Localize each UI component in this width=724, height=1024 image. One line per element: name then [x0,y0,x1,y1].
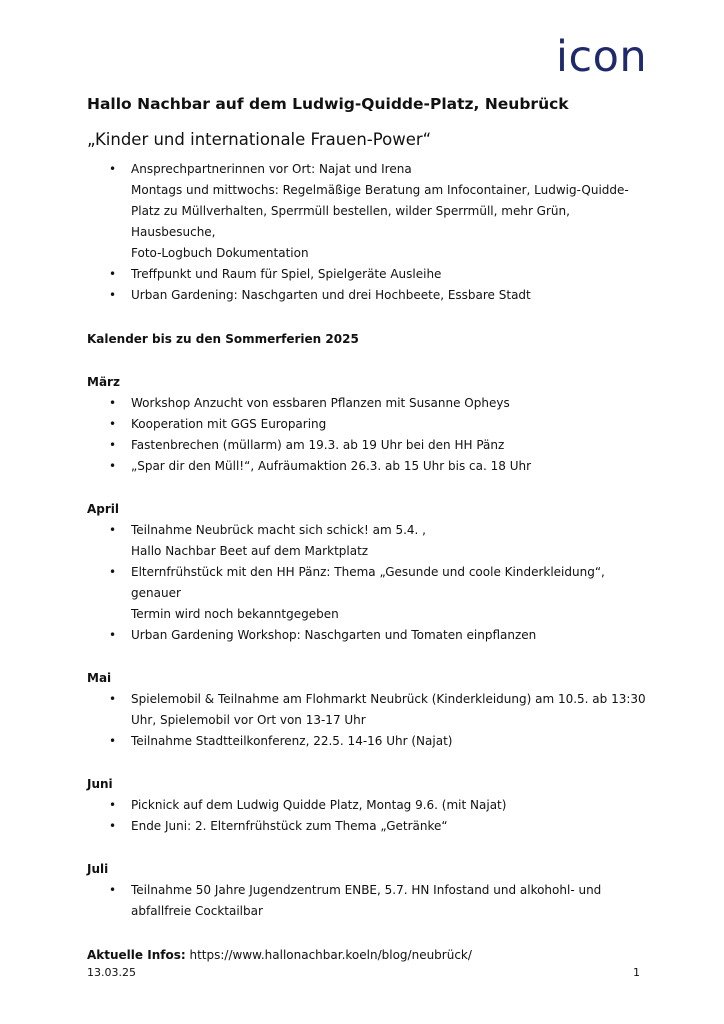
list-item [87,795,647,816]
list-item [87,285,647,306]
bullet-icon: • [109,692,117,706]
list-item-text: Hallo Nachbar Beet auf dem Marktplatz [131,544,369,558]
list-item-text: Urban Gardening Workshop: Naschgarten und Tomaten einpflanzen [131,628,537,642]
month-event-list [87,795,647,837]
page-title: Hallo Nachbar auf dem Ludwig-Quidde-Platz, Neubrück [87,95,569,113]
list-item [87,264,647,285]
bullet-icon: • [109,798,117,812]
bullet-icon: • [109,819,117,833]
month-event-list [87,689,647,752]
list-item-text: abfallfreie Cocktailbar [131,904,263,918]
list-item [87,562,647,625]
month-heading: März [87,375,120,389]
footer-date: 13.03.25 [87,966,136,979]
list-item-text: Teilnahme Neubrück macht sich schick! am 5.4. , [131,523,426,537]
bullet-icon: • [109,565,117,579]
bullet-icon: • [109,267,117,281]
bullet-icon: • [109,288,117,302]
bullet-icon: • [109,459,117,473]
bullet-icon: • [109,734,117,748]
list-item-text: Workshop Anzucht von essbaren Pflanzen mit Susanne Opheys [131,396,510,410]
list-item-text: Treffpunkt und Raum für Spiel, Spielgeräte Ausleihe [131,267,442,281]
list-item-text: Uhr, Spielemobil vor Ort von 13-17 Uhr [131,713,366,727]
month-event-list [87,880,647,922]
list-item-text: Ansprechpartnerinnen vor Ort: Najat und Irena [131,162,412,176]
month-heading: Juni [87,777,113,791]
list-item-text: Spielemobil & Teilnahme am Flohmarkt Neubrück (Kinderkleidung) am 10.5. ab 13:30 [131,692,646,706]
current-infos [87,945,647,966]
list-item-text: Picknick auf dem Ludwig Quidde Platz, Montag 9.6. (mit Najat) [131,798,507,812]
list-item [87,731,647,752]
list-item-text: Montags und mittwochs: Regelmäßige Beratung am Infocontainer, Ludwig-Quidde- [131,183,629,197]
list-item-text: Ende Juni: 2. Elternfrühstück zum Thema „Getränke“ [131,819,448,833]
month-heading: Juli [87,862,109,876]
calendar-months [87,372,647,922]
list-item-text: Platz zu Müllverhalten, Sperrmüll bestellen, wilder Sperrmüll, mehr Grün, Hausbesuche, [131,204,570,239]
list-item [87,689,647,731]
list-item [87,393,647,414]
list-item-text: Urban Gardening: Naschgarten und drei Hochbeete, Essbare Stadt [131,288,531,302]
list-item-text: Termin wird noch bekanntgegeben [131,607,339,621]
list-item-text: „Spar dir den Müll!“, Aufräumaktion 26.3. ab 15 Uhr bis ca. 18 Uhr [131,459,532,473]
list-item-text: Elternfrühstück mit den HH Pänz: Thema „Gesunde und coole Kinderkleidung“, genauer [131,565,605,600]
list-item [87,816,647,837]
list-item [87,520,647,562]
company-logo: icon [556,32,648,82]
list-item-text: Teilnahme 50 Jahre Jugendzentrum ENBE, 5.7. HN Infostand und alkohohl- und [131,883,602,897]
month-event-list [87,520,647,646]
list-item-text: Foto-Logbuch Dokumentation [131,246,309,260]
bullet-icon: • [109,162,117,176]
bullet-icon: • [109,396,117,410]
list-item-text: Fastenbrechen (müllarm) am 19.3. ab 19 Uhr bei den HH Pänz [131,438,505,452]
page-subtitle: „Kinder und internationale Frauen-Power“ [87,130,432,149]
list-item [87,625,647,646]
list-item-text: Teilnahme Stadtteilkonferenz, 22.5. 14-16 Uhr (Najat) [131,734,453,748]
calendar-title: Kalender bis zu den Sommerferien 2025 [87,332,359,346]
list-item [87,456,647,477]
infos-label: Aktuelle Infos: [87,948,186,962]
document-body [87,94,647,966]
bullet-icon: • [109,883,117,897]
list-item [87,435,647,456]
list-item [87,880,647,922]
infos-url-link[interactable]: https://www.hallonachbar.koeln/blog/neubrück/ [189,948,472,962]
bullet-icon: • [109,628,117,642]
bullet-icon: • [109,523,117,537]
bullet-icon: • [109,417,117,431]
footer-page-number: 1 [633,966,640,979]
month-heading: Mai [87,671,112,685]
list-item [87,414,647,435]
bullet-icon: • [109,438,117,452]
month-heading: April [87,502,120,516]
list-item [87,159,647,264]
month-event-list [87,393,647,477]
list-item-text: Kooperation mit GGS Europaring [131,417,327,431]
intro-list [87,159,647,306]
